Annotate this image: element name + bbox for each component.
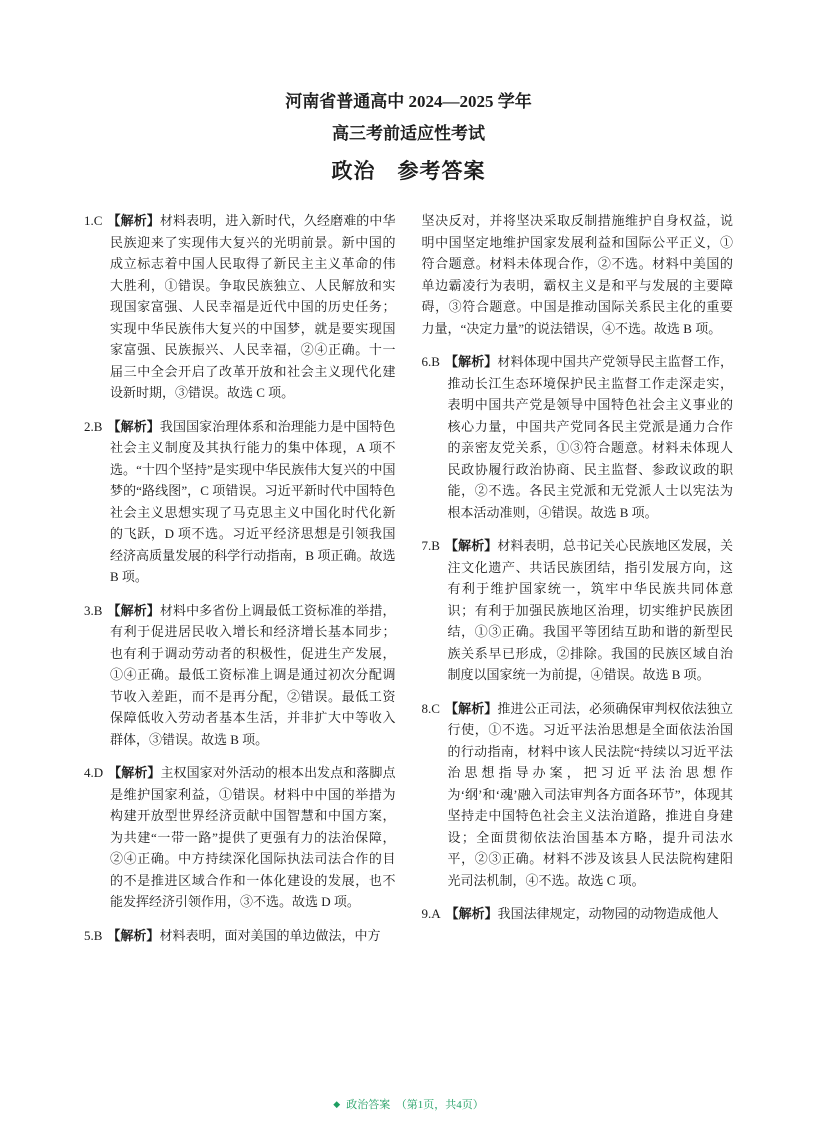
answer-item-7 xyxy=(422,535,734,686)
page-title-school-year: 河南省普通高中 2024—2025 学年 xyxy=(285,92,532,111)
answer-label: 8.C xyxy=(421,700,440,716)
answer-label: 4.D xyxy=(84,765,104,780)
answer-item-2 xyxy=(84,416,396,588)
two-column-body xyxy=(84,210,733,958)
answer-item-8 xyxy=(422,698,734,892)
footer-page-label: 政治答案 （第1页，共4页） xyxy=(346,1099,484,1111)
analysis-tag: 【解析】 xyxy=(444,354,498,369)
answer-item-1 xyxy=(84,210,396,404)
answer-label: 6.B xyxy=(421,354,440,369)
answer-item-5-continuation xyxy=(422,210,734,339)
page-title-exam-name: 高三考前适应性考试 xyxy=(332,124,485,143)
diamond-ornament-icon: ◆ xyxy=(333,1099,341,1109)
analysis-text: 我国法律规定，动物园的动物造成他人 xyxy=(497,906,719,921)
analysis-text: 材料表明，面对美国的单边做法，中方 xyxy=(159,927,381,943)
analysis-text: 材料中多省份上调最低工资标准的举措，有利于促进居民收入增长和经济增长基本同步；也有利于调动劳动者的积极性，促进生产发展，①④正确。最低工资标准上调是通过初次分配调节收入差距，而不是再分配，②错误。最低工资保障低收入劳动者基本生活，并非扩大中等收入群体，③错误。故选 B 项。 xyxy=(110,602,396,747)
analysis-text: 我国国家治理体系和治理能力是中国特色社会主义制度及其执行能力的集中体现，A 项不选。“十四个坚持”是实现中华民族伟大复兴的中国梦的“路线图”，C 项错误。习近平新时代中国特色社会主义思想实现了马克思主义中国化时代化新的飞跃，D 项不选。习近平经济思想是引领我国经济高质量发展的科学行动指南，B 项正确。故选 B 项。 xyxy=(110,418,396,584)
left-column xyxy=(84,210,396,958)
analysis-text: 坚决反对，并将坚决采取反制措施维护自身权益，说明中国坚定地维护国家发展利益和国际公平正义，①符合题意。材料未体现合作，②不选。材料中美国的单边霸凌行为表明，霸权主义是和平与发展的主要障碍，③符合题意。中国是推动国际关系民主化的重要力量，“决定力量”的说法错误，④不选。故选 B 项。 xyxy=(421,213,733,336)
answer-label: 5.B xyxy=(84,927,103,943)
answer-item-6 xyxy=(422,351,734,523)
right-column xyxy=(422,210,734,958)
analysis-tag: 【解析】 xyxy=(107,418,160,434)
answer-label: 7.B xyxy=(421,538,440,553)
analysis-text: 主权国家对外活动的根本出发点和落脚点是维护国家利益，①错误。材料中中国的举措为构建开放型世界经济贡献中国智慧和中国方案，为共建“一带一路”提供了更强有力的法治保障，②④正确。中方持续深化国际执法司法合作的目的不是推进区域合作和一体化建设的发展，也不能发挥经济引领作用，③不选。故选 D 项。 xyxy=(110,765,396,909)
answer-item-4 xyxy=(84,762,396,913)
analysis-tag: 【解析】 xyxy=(107,213,160,228)
answer-label: 2.B xyxy=(84,418,103,434)
analysis-tag: 【解析】 xyxy=(444,538,498,553)
analysis-text: 材料表明，总书记关心民族地区发展，关注文化遗产、共话民族团结，指引发展方向，这有利于维护国家统一，筑牢中华民族共同体意识；有利于加强民族地区治理，切实维护民族团结，①③正确。我国平等团结互助和谐的新型民族关系早已形成，②排除。我国的民族区域自治制度以国家统一为前提，④错误。故选 B 项。 xyxy=(447,538,733,682)
page-title-subject: 政治 参考答案 xyxy=(331,159,486,183)
answer-item-3 xyxy=(84,600,396,751)
analysis-text: 材料体现中国共产党领导民主监督工作，推动长江生态环境保护民主监督工作走深走实，表明中国共产党是领导中国特色社会主义事业的核心力量，中国共产党同各民主党派是通力合作的亲密友党关系，①③符合题意。材料未体现人民政协履行政治协商、民主监督、参政议政的职能，②不选。各民主党派和无党派人士以宪法为根本活动准则，④错误。故选 B 项。 xyxy=(447,354,733,520)
page-footer xyxy=(0,1096,817,1112)
answer-item-5 xyxy=(84,925,396,947)
analysis-tag: 【解析】 xyxy=(108,765,161,780)
analysis-tag: 【解析】 xyxy=(107,602,160,618)
answer-label: 3.B xyxy=(84,602,103,618)
analysis-tag: 【解析】 xyxy=(445,906,498,921)
answer-label: 1.C xyxy=(84,213,103,228)
analysis-text: 材料表明，进入新时代，久经磨难的中华民族迎来了实现伟大复兴的光明前景。新中国的成立标志着中国人民取得了新民主主义革命的伟大胜利，①错误。争取民族独立、人民解放和实现国家富强、人民幸福是近代中国的历史任务；实现中华民族伟大复兴的中国梦，就是要实现国家富强、民族振兴、人民幸福，②④正确。十一届三中全会开启了改革开放和社会主义现代化建设新时期，③错误。故选 C 项。 xyxy=(110,213,396,400)
analysis-text: 推进公正司法，必须确保审判权依法独立行使，①不选。习近平法治思想是全面依法治国的行动指南，材料中该人民法院“持续以习近平法治思想指导办案，把习近平法治思想作为‘纲’和‘魂’融入司法审判各方面各环节”，体现其坚持走中国特色社会主义法治道路，推进自身建设；全面贯彻依法治国基本方略，提升司法水平，②③正确。材料不涉及该县人民法院构建阳光司法机制，④不选。故选 C 项。 xyxy=(447,700,733,888)
answer-label: 9.A xyxy=(421,906,441,921)
analysis-tag: 【解析】 xyxy=(107,927,160,943)
answer-item-9 xyxy=(422,903,734,925)
analysis-tag: 【解析】 xyxy=(444,700,498,716)
